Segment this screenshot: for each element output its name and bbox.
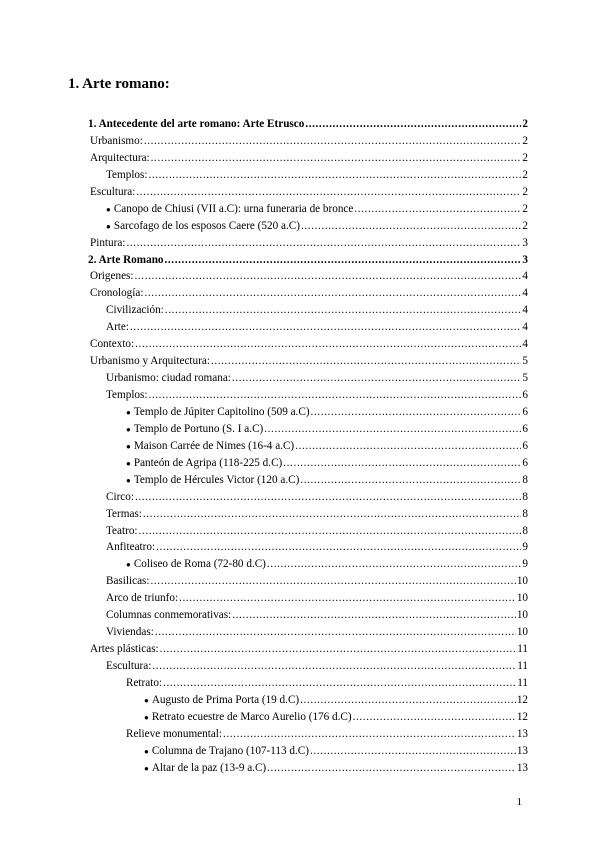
toc-entry[interactable] <box>88 302 528 319</box>
toc-entry-label: Sarcofago de los esposos Caere (520 a.C) <box>113 219 300 232</box>
dot-leader <box>310 743 516 760</box>
toc-entry-label: Civilización: <box>106 304 164 317</box>
toc-entry-page: 6 <box>522 422 528 435</box>
dot-leader <box>232 607 516 624</box>
toc-entry[interactable] <box>88 675 528 692</box>
toc-entry-page: 4 <box>522 270 528 283</box>
dot-leader <box>305 116 521 133</box>
toc-entry-label: Basilicas: <box>106 575 150 588</box>
toc-entry[interactable] <box>88 133 528 150</box>
toc-entry-label: Templos: <box>106 389 148 401</box>
toc-entry-label: Templos: <box>106 168 148 181</box>
toc-entry[interactable] <box>88 573 528 590</box>
toc-entry[interactable] <box>88 709 528 726</box>
toc-entry[interactable] <box>88 641 528 658</box>
toc-entry[interactable] <box>88 760 528 777</box>
dot-leader <box>211 353 521 370</box>
toc-entry[interactable] <box>88 116 528 133</box>
toc-entry-page: 2 <box>522 118 528 130</box>
bullet-icon: ● <box>144 712 149 722</box>
toc-entry-label: Templo de Júpiter Capitolino (509 a.C) <box>133 405 310 418</box>
toc-entry-label: Anfiteatro: <box>106 541 156 554</box>
toc-entry-page: 9 <box>522 558 528 571</box>
toc-entry-label: Cronología: <box>90 287 144 300</box>
toc-entry-page: 11 <box>517 676 528 689</box>
toc-entry-label: Urbanismo y Arquitectura: <box>90 355 210 368</box>
dot-leader <box>267 760 516 777</box>
toc-entry-label: Columna de Trajano (107-113 d.C) <box>151 744 309 757</box>
dot-leader <box>148 387 521 404</box>
toc-entry-label: Urbanismo: ciudad romana: <box>106 372 231 385</box>
toc-entry-label: Contexto: <box>90 338 135 351</box>
dot-leader <box>353 709 516 726</box>
toc-entry[interactable] <box>88 743 528 760</box>
toc-entry-page: 10 <box>516 592 528 605</box>
toc-entry-label: Altar de la paz (13-9 a.C) <box>151 761 267 774</box>
dot-leader <box>126 235 521 252</box>
toc-entry-label: Urbanismo: <box>90 134 143 147</box>
toc-entry-page: 6 <box>522 456 528 469</box>
document-heading: 1. Arte romano: <box>68 76 170 92</box>
toc-entry[interactable] <box>88 319 528 336</box>
toc-entry[interactable] <box>88 455 528 472</box>
toc-entry[interactable] <box>88 607 528 624</box>
toc-entry-label: Columnas conmemorativas: <box>106 609 232 622</box>
toc-entry-page: 10 <box>516 626 528 639</box>
toc-entry-page: 5 <box>522 372 528 385</box>
dot-leader <box>130 319 521 336</box>
bullet-icon: ● <box>106 204 111 214</box>
toc-entry[interactable] <box>88 590 528 607</box>
toc-entry[interactable] <box>88 726 528 743</box>
dot-leader <box>354 201 521 218</box>
toc-entry-page: 2 <box>522 134 528 147</box>
toc-entry-label: Canopo de Chiusi (VII a.C): urna funeraria de bronce <box>113 202 354 215</box>
toc-entry-page: 4 <box>522 287 528 300</box>
bullet-icon: ● <box>126 560 131 570</box>
toc-entry-page: 3 <box>522 236 528 249</box>
dot-leader <box>301 218 521 235</box>
dot-leader <box>144 285 521 302</box>
toc-entry-label: Coliseo de Roma (72-80 d.C) <box>133 558 266 571</box>
bullet-icon: ● <box>106 221 111 231</box>
toc-entry[interactable] <box>88 523 528 540</box>
dot-leader <box>283 455 521 472</box>
bullet-icon: ● <box>144 746 149 756</box>
dot-leader <box>155 624 516 641</box>
toc-entry-page: 11 <box>517 643 528 656</box>
toc-entry[interactable] <box>88 539 528 556</box>
toc-entry-label: Templo de Hércules Victor (120 a.C) <box>133 473 300 486</box>
bullet-icon: ● <box>126 424 131 434</box>
toc-entry-page: 11 <box>517 660 528 672</box>
toc-entry-page: 2 <box>522 151 528 164</box>
dot-leader <box>264 421 521 438</box>
dot-leader <box>152 658 516 675</box>
toc-entry-page: 8 <box>522 473 528 486</box>
toc-entry-page: 2 <box>522 202 528 215</box>
toc-entry-label: Termas: <box>106 507 142 520</box>
toc-entry-page: 6 <box>522 389 528 401</box>
toc-entry-label: Artes plásticas: <box>90 643 159 656</box>
toc-entry[interactable] <box>88 692 528 709</box>
toc-entry[interactable] <box>88 167 528 184</box>
dot-leader <box>151 150 521 167</box>
dot-leader <box>311 404 521 421</box>
toc-entry-page: 13 <box>516 744 528 757</box>
toc-entry-label: Arquitectura: <box>90 151 150 164</box>
toc-entry-label: Teatro: <box>106 524 138 537</box>
toc-entry-page: 4 <box>522 321 528 334</box>
dot-leader <box>136 184 521 201</box>
dot-leader <box>267 556 521 573</box>
toc-entry-label: Origenes: <box>90 270 134 283</box>
toc-entry-page: 6 <box>522 439 528 452</box>
toc-entry[interactable] <box>88 624 528 641</box>
toc-entry-page: 12 <box>516 710 528 723</box>
toc-entry[interactable] <box>88 658 528 675</box>
dot-leader <box>165 302 521 319</box>
toc-entry-page: 2 <box>522 168 528 181</box>
toc-entry-label: Augusto de Prima Porta (19 d.C) <box>151 693 300 706</box>
toc-entry-page: 8 <box>522 490 528 503</box>
toc-entry[interactable] <box>88 556 528 573</box>
toc-entry-page: 13 <box>516 761 528 774</box>
toc-entry-label: 1. Antecedente del arte romano: Arte Etrusco <box>88 118 305 130</box>
toc-entry[interactable] <box>88 370 528 387</box>
toc-entry-label: Circo: <box>106 490 134 503</box>
toc-entry[interactable] <box>88 184 528 201</box>
toc-entry-page: 4 <box>522 338 528 351</box>
toc-entry-label: Retrato ecuestre de Marco Aurelio (176 d.C) <box>151 710 352 723</box>
toc-entry-page: 2 <box>522 219 528 232</box>
toc-entry-page: 6 <box>522 405 528 418</box>
toc-entry-page: 3 <box>522 253 528 266</box>
dot-leader <box>151 573 516 590</box>
dot-leader <box>300 472 521 489</box>
dot-leader <box>160 641 517 658</box>
toc-entry[interactable] <box>88 285 528 302</box>
toc-entry[interactable] <box>88 387 528 404</box>
toc-entry-label: Templo de Portuno (S. I a.C) <box>133 422 264 435</box>
dot-leader <box>179 590 516 607</box>
toc-entry-label: Arco de triunfo: <box>106 592 179 605</box>
toc-entry-label: Maison Carrée de Nimes (16-4 a.C) <box>133 439 295 452</box>
toc-entry-page: 5 <box>522 355 528 368</box>
toc-entry-label: Relieve monumental: <box>126 727 223 740</box>
toc-entry-label: 2. Arte Romano <box>88 253 164 266</box>
toc-entry[interactable] <box>88 252 528 269</box>
toc-entry-label: Pintura: <box>90 236 126 249</box>
toc-entry-label: Retrato: <box>126 676 163 689</box>
toc-entry[interactable] <box>88 235 528 252</box>
toc-entry[interactable] <box>88 472 528 489</box>
toc-entry-page: 10 <box>516 575 528 588</box>
bullet-icon: ● <box>126 458 131 468</box>
toc-entry[interactable] <box>88 489 528 506</box>
dot-leader <box>135 489 521 506</box>
dot-leader <box>163 675 516 692</box>
dot-leader <box>223 726 516 743</box>
toc-entry[interactable] <box>88 438 528 455</box>
bullet-icon: ● <box>126 475 131 485</box>
dot-leader <box>232 370 521 387</box>
toc-entry-label: Escultura: <box>106 660 152 672</box>
dot-leader <box>300 692 516 709</box>
toc-entry[interactable] <box>88 404 528 421</box>
bullet-icon: ● <box>144 695 149 705</box>
toc-entry-page: 9 <box>522 541 528 554</box>
dot-leader <box>148 167 521 184</box>
toc-entry[interactable] <box>88 150 528 167</box>
toc-entry-page: 13 <box>516 727 528 740</box>
toc-entry[interactable] <box>88 421 528 438</box>
toc-entry[interactable] <box>88 268 528 285</box>
dot-leader <box>143 506 521 523</box>
toc-entry-page: 2 <box>522 185 528 198</box>
toc-entry-page: 10 <box>516 609 528 622</box>
dot-leader <box>295 438 521 455</box>
table-of-contents <box>88 116 528 777</box>
toc-entry-label: Panteón de Agripa (118-225 d.C) <box>133 456 283 469</box>
toc-entry-page: 8 <box>522 507 528 520</box>
toc-entry[interactable] <box>88 506 528 523</box>
toc-entry[interactable] <box>88 353 528 370</box>
bullet-icon: ● <box>126 441 131 451</box>
toc-entry-label: Viviendas: <box>106 626 154 639</box>
toc-entry-page: 8 <box>522 524 528 537</box>
toc-entry[interactable] <box>88 336 528 353</box>
dot-leader <box>135 336 521 353</box>
dot-leader <box>135 268 522 285</box>
dot-leader <box>144 133 521 150</box>
bullet-icon: ● <box>126 407 131 417</box>
toc-entry-page: 4 <box>522 304 528 317</box>
toc-entry-page: 12 <box>516 693 528 706</box>
toc-entry-label: Arte: <box>106 321 129 334</box>
toc-entry[interactable] <box>88 218 528 235</box>
dot-leader <box>139 523 521 540</box>
dot-leader <box>165 252 521 269</box>
dot-leader <box>156 539 521 556</box>
bullet-icon: ● <box>144 763 149 773</box>
toc-entry[interactable] <box>88 201 528 218</box>
page-number: 1 <box>516 796 522 808</box>
toc-entry-label: Escultura: <box>90 185 136 198</box>
